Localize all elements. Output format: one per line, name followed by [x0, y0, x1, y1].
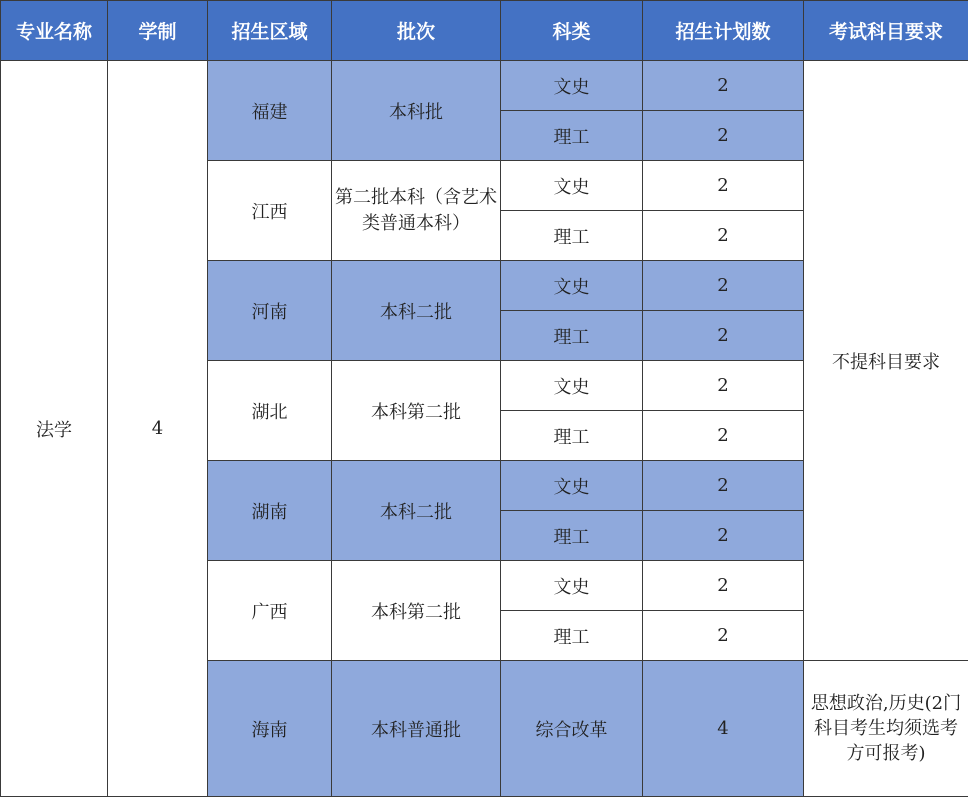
header-plan: 招生计划数	[643, 1, 804, 61]
plan-cell: 2	[643, 561, 804, 611]
category-cell: 文史	[501, 461, 643, 511]
plan-cell: 2	[643, 161, 804, 211]
plan-cell: 2	[643, 611, 804, 661]
plan-cell: 2	[643, 111, 804, 161]
category-cell: 综合改革	[501, 661, 643, 797]
header-category: 科类	[501, 1, 643, 61]
category-cell: 文史	[501, 61, 643, 111]
header-batch: 批次	[332, 1, 501, 61]
header-duration: 学制	[108, 1, 208, 61]
category-cell: 理工	[501, 511, 643, 561]
batch-cell: 第二批本科（含艺术类普通本科）	[332, 161, 501, 261]
category-cell: 理工	[501, 311, 643, 361]
batch-cell: 本科第二批	[332, 561, 501, 661]
plan-cell: 2	[643, 211, 804, 261]
duration-cell: 4	[108, 61, 208, 797]
category-cell: 理工	[501, 611, 643, 661]
region-cell: 湖南	[208, 461, 332, 561]
header-row	[1, 1, 968, 61]
region-cell: 福建	[208, 61, 332, 161]
plan-cell: 2	[643, 411, 804, 461]
category-cell: 理工	[501, 111, 643, 161]
region-cell: 江西	[208, 161, 332, 261]
plan-cell: 2	[643, 511, 804, 561]
batch-cell: 本科二批	[332, 461, 501, 561]
region-cell: 海南	[208, 661, 332, 797]
plan-cell: 2	[643, 61, 804, 111]
category-cell: 文史	[501, 361, 643, 411]
batch-cell: 本科普通批	[332, 661, 501, 797]
batch-cell: 本科第二批	[332, 361, 501, 461]
header-requirement: 考试科目要求	[804, 1, 968, 61]
major-cell: 法学	[1, 61, 108, 797]
region-cell: 河南	[208, 261, 332, 361]
category-cell: 理工	[501, 411, 643, 461]
plan-cell: 2	[643, 361, 804, 411]
region-cell: 湖北	[208, 361, 332, 461]
category-cell: 文史	[501, 561, 643, 611]
header-major: 专业名称	[1, 1, 108, 61]
batch-cell: 本科二批	[332, 261, 501, 361]
category-cell: 文史	[501, 261, 643, 311]
plan-cell: 2	[643, 311, 804, 361]
category-cell: 理工	[501, 211, 643, 261]
plan-cell: 4	[643, 661, 804, 797]
table-row	[1, 61, 968, 111]
header-region: 招生区域	[208, 1, 332, 61]
requirement-cell-hainan: 思想政治,历史(2门科目考生均须选考方可报考)	[804, 661, 968, 797]
region-cell: 广西	[208, 561, 332, 661]
batch-cell: 本科批	[332, 61, 501, 161]
requirement-cell: 不提科目要求	[804, 61, 968, 661]
category-cell: 文史	[501, 161, 643, 211]
plan-cell: 2	[643, 461, 804, 511]
plan-cell: 2	[643, 261, 804, 311]
